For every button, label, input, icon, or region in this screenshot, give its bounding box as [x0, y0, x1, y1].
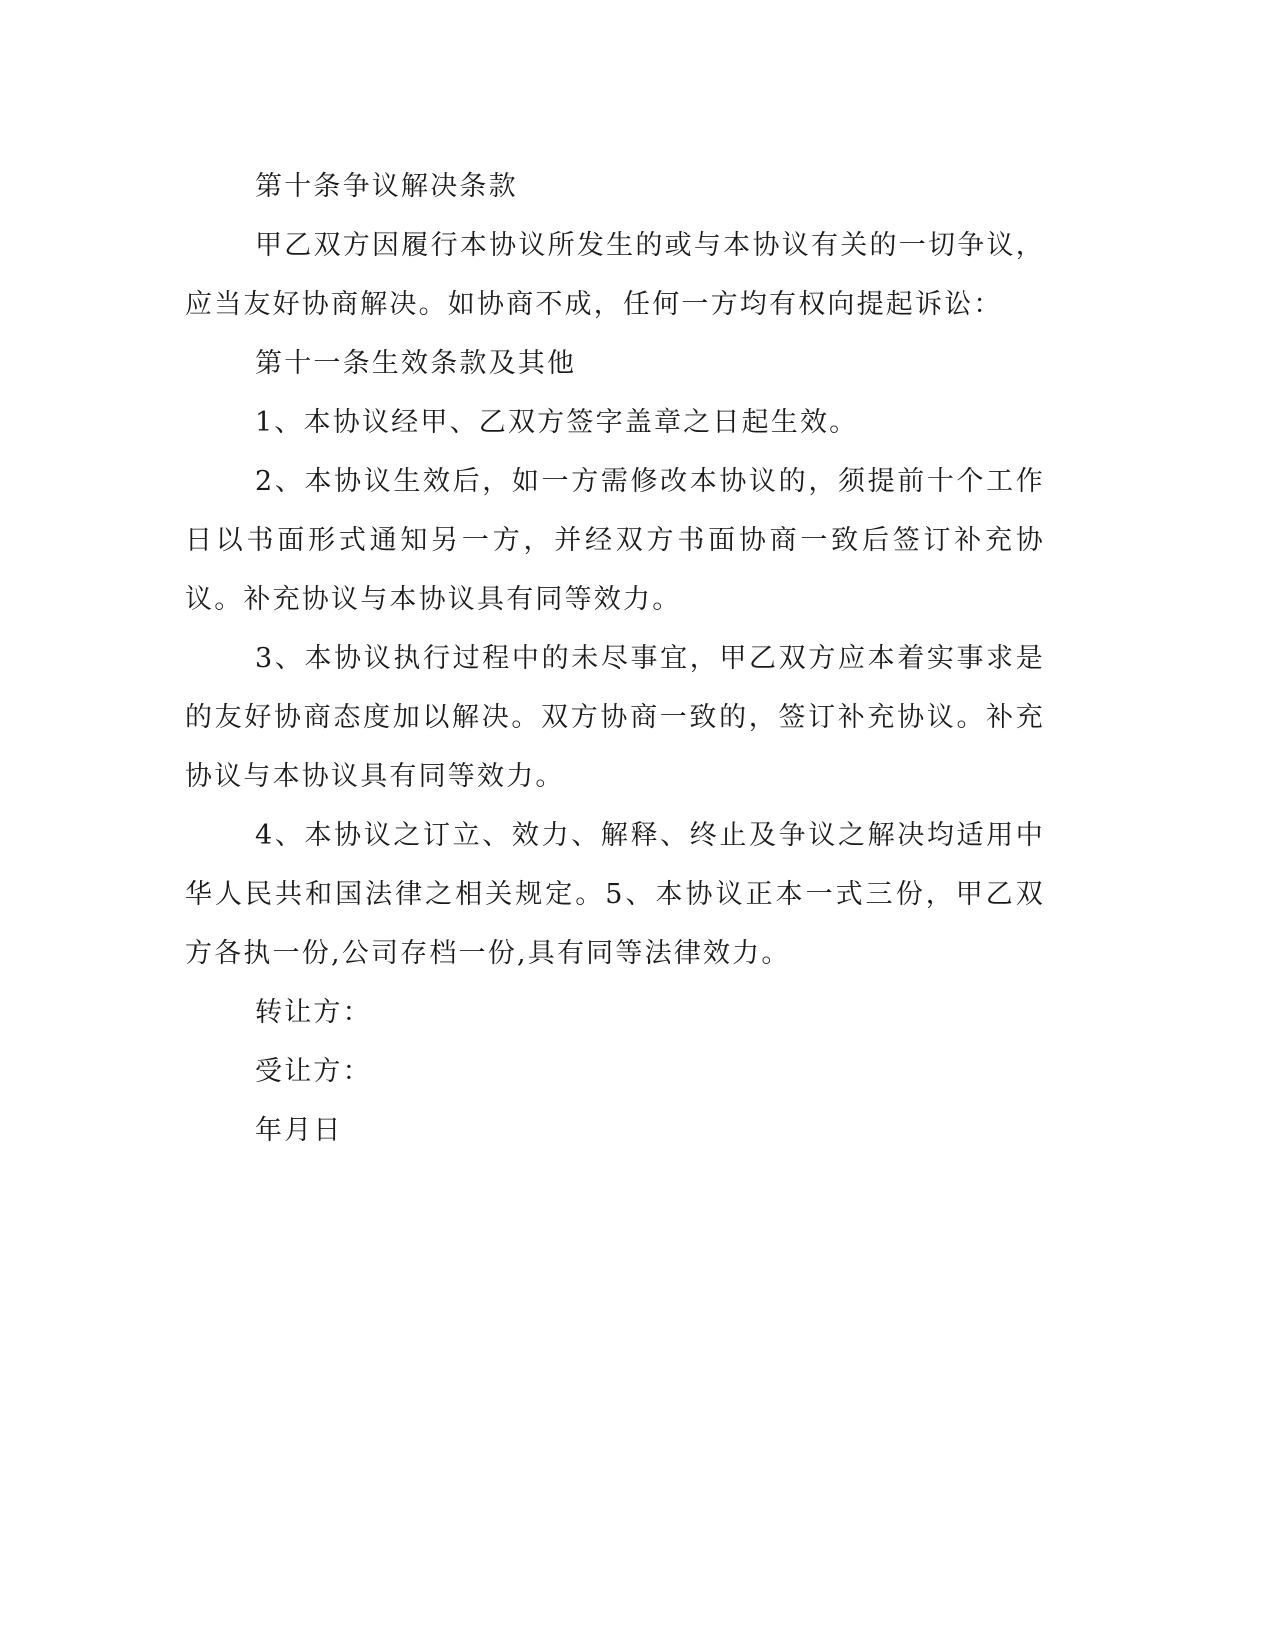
dispute-resolution-paragraph: 甲乙双方因履行本协议所发生的或与本协议有关的一切争议，应当友好协商解决。如协商不成，任何一方均有权向提起诉讼：: [185, 230, 1045, 320]
date-line: 年月日: [255, 1115, 343, 1146]
clause-1-paragraph: 1、本协议经甲、乙双方签字盖章之日起生效。: [255, 407, 859, 438]
clause-3-paragraph: 3、本协议执行过程中的未尽事宜，甲乙双方应本着实事求是的友好协商态度加以解决。双方协商一致的，签订补充协议。补充协议与本协议具有同等效力。: [185, 643, 1045, 792]
transferor-signature-line: 转让方：: [255, 997, 372, 1028]
article-eleven-heading: 第十一条生效条款及其他: [255, 348, 577, 379]
document-body: [185, 157, 1045, 1160]
clause-4-5-paragraph: 4、本协议之订立、效力、解释、终止及争议之解决均适用中华人民共和国法律之相关规定。5、本协议正本一式三份，甲乙双方各执一份,公司存档一份,具有同等法律效力。: [185, 820, 1045, 969]
transferee-signature-line: 受让方：: [255, 1056, 372, 1087]
article-ten-heading: 第十条争议解决条款: [255, 171, 518, 202]
clause-2-paragraph: 2、本协议生效后，如一方需修改本协议的，须提前十个工作日以书面形式通知另一方，并经双方书面协商一致后签订补充协议。补充协议与本协议具有同等效力。: [185, 466, 1045, 615]
